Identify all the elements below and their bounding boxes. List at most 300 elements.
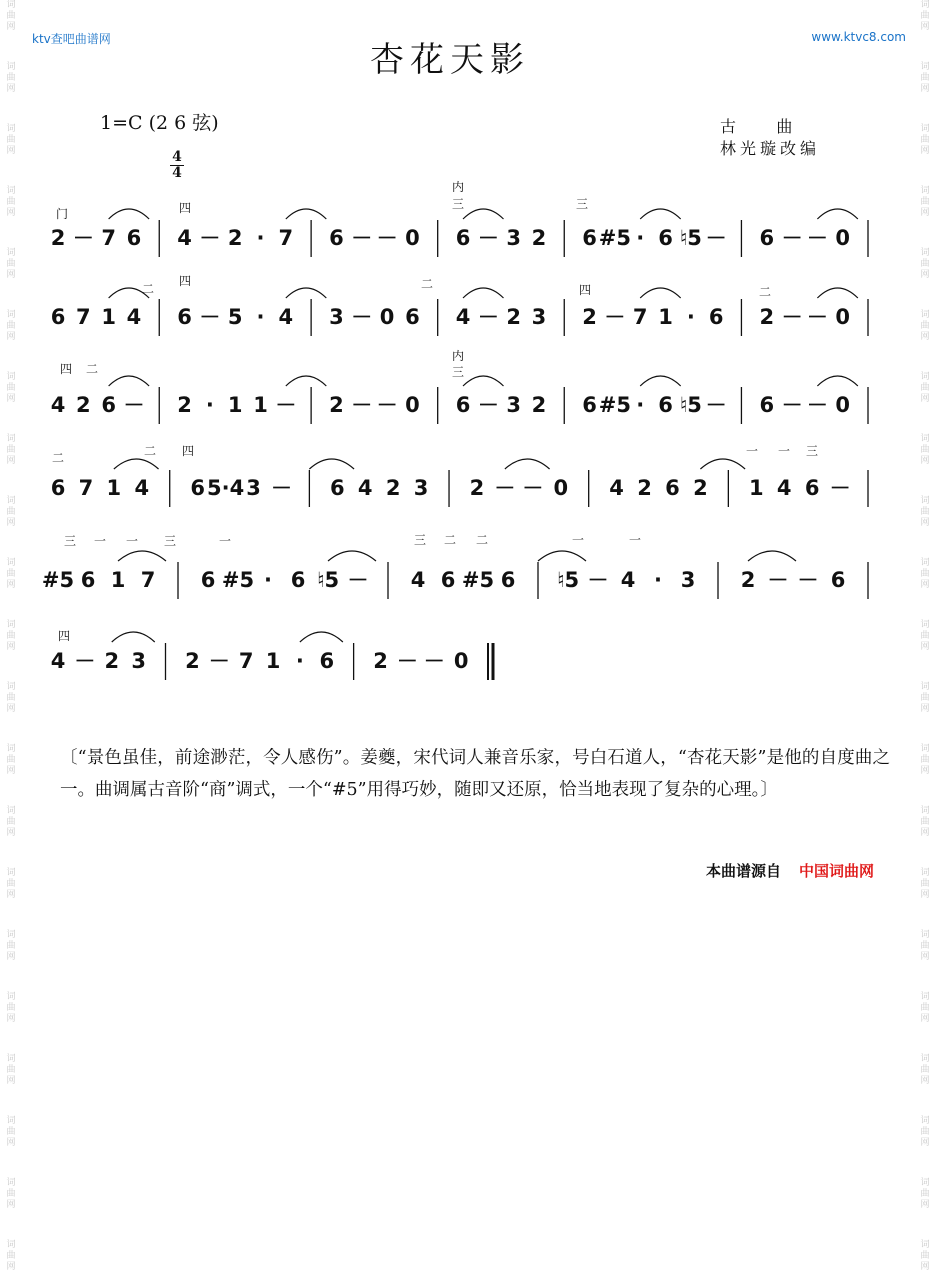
score-note: 6 xyxy=(759,393,775,417)
score-note: 0 xyxy=(379,305,395,329)
score-note: 1 xyxy=(101,305,116,329)
watermark-glyph: 曲 xyxy=(920,73,930,83)
score-note: 6 xyxy=(405,305,420,329)
watermark-glyph: 词 xyxy=(920,310,930,320)
score-note: 6 xyxy=(50,476,66,500)
score-note: － xyxy=(396,649,418,673)
slur-mark xyxy=(463,209,504,219)
slur-mark xyxy=(309,459,354,469)
fingering-mark: 二 xyxy=(85,362,99,376)
score-note: 6 xyxy=(177,305,192,329)
watermark-glyph: 词 xyxy=(920,186,930,196)
watermark-glyph: 曲 xyxy=(6,879,16,889)
score-note: － xyxy=(270,476,292,500)
watermark-glyph: 词 xyxy=(6,124,16,134)
watermark-glyph: 网 xyxy=(6,84,16,94)
slur-mark xyxy=(640,376,681,386)
watermark-glyph: 网 xyxy=(6,208,16,218)
slur-mark xyxy=(109,376,150,386)
site-link-right[interactable]: www.ktvc8.com xyxy=(811,30,906,44)
score-note: 3 xyxy=(246,476,261,500)
page-title: 杏花天影 xyxy=(370,40,530,80)
score-note: － xyxy=(781,305,803,329)
watermark-glyph: 词 xyxy=(920,806,930,816)
score-note: · xyxy=(636,226,645,250)
score-note: 1 xyxy=(106,476,122,500)
watermark-glyph: 网 xyxy=(6,1262,16,1272)
fingering-mark: 门 xyxy=(55,207,69,221)
score-note: #5 xyxy=(461,568,495,592)
watermark-glyph: 词 xyxy=(920,62,930,72)
watermark-glyph: 曲 xyxy=(920,135,930,145)
score-note: 1 xyxy=(658,305,673,329)
score-note: － xyxy=(351,393,373,417)
score-note: － xyxy=(767,568,789,592)
score-note: 6 xyxy=(708,305,724,329)
watermark-glyph: 曲 xyxy=(920,1003,930,1013)
watermark-glyph: 网 xyxy=(6,1200,16,1210)
watermark-glyph: 词 xyxy=(6,372,16,382)
attribution-arranger: 林光璇改编 xyxy=(720,139,821,158)
score-note: 0 xyxy=(405,226,420,250)
slur-mark xyxy=(817,209,858,219)
score-note: 7 xyxy=(278,226,294,250)
score-note: 3 xyxy=(329,305,344,329)
score-note: 1 xyxy=(253,393,268,417)
watermark-glyph: 网 xyxy=(6,580,16,590)
fingering-mark: 二 xyxy=(758,285,772,299)
score-note: 4 xyxy=(620,568,636,592)
slur-mark xyxy=(286,376,327,386)
slur-mark xyxy=(817,288,858,298)
watermark-glyph: 曲 xyxy=(6,11,16,21)
slur-mark xyxy=(748,551,796,561)
watermark-glyph: 网 xyxy=(6,704,16,714)
score-note: · xyxy=(256,305,265,329)
score-note: － xyxy=(806,393,828,417)
watermark-glyph: 词 xyxy=(920,558,930,568)
score-note: #5 xyxy=(221,568,255,592)
watermark-glyph: 曲 xyxy=(920,693,930,703)
watermark-glyph: 词 xyxy=(920,868,930,878)
fingering-mark: 一 xyxy=(571,533,585,547)
score-note: · xyxy=(636,393,645,417)
slur-mark xyxy=(640,288,681,298)
score-note: 6 xyxy=(658,226,673,250)
watermark-glyph: 网 xyxy=(6,22,16,32)
score-note: #5 xyxy=(41,568,75,592)
score-note: 1 xyxy=(227,393,243,417)
fingering-mark: 一 xyxy=(125,534,139,548)
watermark-glyph: 网 xyxy=(6,146,16,156)
score-note: 2 xyxy=(582,305,597,329)
fingering-mark: 四 xyxy=(178,274,192,288)
watermark-glyph: 网 xyxy=(920,1200,930,1210)
watermark-glyph: 曲 xyxy=(6,197,16,207)
score-note: 2 xyxy=(185,649,200,673)
watermark-glyph: 词 xyxy=(920,744,930,754)
score-note: 6 xyxy=(50,305,66,329)
watermark-glyph: 网 xyxy=(920,1076,930,1086)
watermark-glyph: 网 xyxy=(920,146,930,156)
watermark-glyph: 曲 xyxy=(920,631,930,641)
score-note: － xyxy=(423,649,445,673)
score-note: 2 xyxy=(373,649,388,673)
watermark-glyph: 词 xyxy=(920,1240,930,1250)
score-note: － xyxy=(74,649,96,673)
score-note: · xyxy=(654,568,662,592)
fingering-mark: 一 xyxy=(93,534,107,548)
score-note: 6 xyxy=(658,393,673,417)
score-note: 2 xyxy=(469,476,485,500)
watermark-glyph: 网 xyxy=(920,952,930,962)
score-note: 4 xyxy=(126,305,142,329)
score-note: － xyxy=(351,226,373,250)
score-note: － xyxy=(522,476,544,500)
watermark-glyph: 词 xyxy=(920,1116,930,1126)
score-note: 0 xyxy=(553,476,569,500)
score-note: 3 xyxy=(531,305,547,329)
score-note: － xyxy=(208,649,230,673)
score-note: － xyxy=(347,568,369,592)
slur-mark xyxy=(109,209,150,219)
watermark-glyph: 曲 xyxy=(6,693,16,703)
watermark-glyph: 词 xyxy=(6,682,16,692)
watermark-glyph: 曲 xyxy=(6,1189,16,1199)
site-link-left[interactable]: ktv查吧曲谱网 xyxy=(32,32,111,46)
score-note: 6 xyxy=(582,393,597,417)
slur-mark xyxy=(286,288,327,298)
score-note: 6 xyxy=(126,226,142,250)
score-note: 6 xyxy=(582,226,597,250)
score-note: 7 xyxy=(632,305,648,329)
score-note: 2 xyxy=(759,305,775,329)
score-note: － xyxy=(604,305,626,329)
score-note: － xyxy=(199,226,221,250)
score-note: 6 xyxy=(329,226,344,250)
score-note: － xyxy=(781,393,803,417)
watermark-glyph: 词 xyxy=(920,930,930,940)
watermark-glyph: 曲 xyxy=(920,941,930,951)
score-note: 7 xyxy=(238,649,254,673)
score-note: 6 xyxy=(440,568,456,592)
fingering-mark: 二 xyxy=(143,444,157,458)
score-note: 0 xyxy=(835,393,850,417)
score-note: ♮5 xyxy=(679,226,702,250)
watermark-glyph: 曲 xyxy=(920,383,930,393)
fingering-mark: 四 xyxy=(178,201,192,215)
watermark-glyph: 网 xyxy=(920,1138,930,1148)
score-note: ♮5 xyxy=(316,568,340,592)
score-note: 4 xyxy=(134,476,150,500)
score-note: － xyxy=(477,393,499,417)
watermark-glyph: 曲 xyxy=(6,755,16,765)
watermark-glyph: 词 xyxy=(920,1054,930,1064)
watermark-glyph: 曲 xyxy=(920,507,930,517)
fingering-mark: 二 xyxy=(420,277,434,291)
watermark-glyph: 网 xyxy=(6,828,16,838)
slur-mark xyxy=(114,459,159,469)
watermark-glyph: 词 xyxy=(6,868,16,878)
watermark-glyph: 网 xyxy=(6,332,16,342)
fingering-mark: 内 xyxy=(451,349,465,363)
score-note: 6 xyxy=(329,476,345,500)
score-note: 2 xyxy=(506,305,521,329)
score-note: 1 xyxy=(265,649,281,673)
watermark-glyph: 网 xyxy=(920,1014,930,1024)
watermark-glyph: 词 xyxy=(920,620,930,630)
watermark-glyph: 网 xyxy=(6,394,16,404)
slur-mark xyxy=(538,551,586,561)
score-note: 6 xyxy=(190,476,205,500)
score-note: 0 xyxy=(405,393,420,417)
score-note: 4 xyxy=(410,568,426,592)
watermark-glyph: 曲 xyxy=(6,135,16,145)
fingering-mark: 四 xyxy=(578,283,592,297)
watermark-glyph: 词 xyxy=(920,124,930,134)
score-note: 1 xyxy=(748,476,764,500)
key-signature: 1=C (2 6 弦) xyxy=(100,112,219,134)
watermark-glyph: 网 xyxy=(6,1138,16,1148)
score-note: － xyxy=(477,305,499,329)
attribution-origin: 古 曲 xyxy=(720,117,797,136)
score-note: 6 xyxy=(101,393,116,417)
watermark-glyph: 曲 xyxy=(6,259,16,269)
score-note: · xyxy=(264,568,272,592)
score-note: 6 xyxy=(200,568,216,592)
score-note: 7 xyxy=(101,226,116,250)
slur-mark xyxy=(328,551,376,561)
watermark-glyph: 词 xyxy=(6,744,16,754)
score-note: － xyxy=(829,476,851,500)
watermark-glyph: 曲 xyxy=(920,879,930,889)
watermark-glyph: 词 xyxy=(6,558,16,568)
watermark-glyph: 曲 xyxy=(920,1127,930,1137)
score-note: 6 xyxy=(319,649,335,673)
time-signature-top: 4 xyxy=(170,150,184,166)
score-note: 2 xyxy=(177,393,192,417)
fingering-mark: 一 xyxy=(628,533,642,547)
score-note: 4 xyxy=(278,305,294,329)
watermark-glyph: 曲 xyxy=(6,507,16,517)
score-note: 6 xyxy=(455,226,471,250)
score-note: 2 xyxy=(740,568,756,592)
time-signature-bottom: 4 xyxy=(172,165,182,181)
watermark-glyph: 曲 xyxy=(920,1189,930,1199)
watermark-glyph: 词 xyxy=(6,310,16,320)
watermark-glyph: 词 xyxy=(6,186,16,196)
fingering-mark: 二 xyxy=(475,533,489,547)
watermark-glyph: 网 xyxy=(920,1262,930,1272)
score-note: 2 xyxy=(329,393,344,417)
watermark-glyph: 曲 xyxy=(6,73,16,83)
score-note: 4 xyxy=(776,476,792,500)
watermark-glyph: 词 xyxy=(6,496,16,506)
score-note: 6 xyxy=(500,568,516,592)
score-note: 6 xyxy=(290,568,306,592)
fingering-mark: 三 xyxy=(451,197,465,211)
score-note: － xyxy=(705,226,727,250)
watermark-glyph: 词 xyxy=(920,434,930,444)
score-note: － xyxy=(123,393,145,417)
fingering-mark: 内 xyxy=(451,180,465,194)
watermark-glyph: 曲 xyxy=(920,569,930,579)
watermark-glyph: 曲 xyxy=(6,1003,16,1013)
score-note: 4 xyxy=(50,393,66,417)
watermark-glyph: 曲 xyxy=(6,569,16,579)
fingering-mark: 一 xyxy=(218,534,232,548)
watermark-glyph: 词 xyxy=(920,248,930,258)
watermark-glyph: 网 xyxy=(6,642,16,652)
score-note: － xyxy=(376,226,398,250)
watermark-glyph: 网 xyxy=(920,394,930,404)
score-note: － xyxy=(199,305,221,329)
score-note: 2 xyxy=(693,476,708,500)
score-note: 6 xyxy=(830,568,846,592)
score-note: 3 xyxy=(506,226,521,250)
watermark-glyph: 曲 xyxy=(920,1065,930,1075)
watermark-glyph: 曲 xyxy=(6,1065,16,1075)
slur-mark xyxy=(505,459,550,469)
watermark-glyph: 曲 xyxy=(6,941,16,951)
watermark-glyph: 词 xyxy=(6,1240,16,1250)
watermark-glyph: 网 xyxy=(6,456,16,466)
score-note: 4 xyxy=(177,226,192,250)
watermark-glyph: 词 xyxy=(6,248,16,258)
slur-mark xyxy=(463,288,504,298)
source-label: 本曲谱源自 xyxy=(706,862,782,880)
watermark-glyph: 网 xyxy=(6,270,16,280)
fingering-mark: 一 xyxy=(745,444,759,458)
fingering-mark: 三 xyxy=(805,444,819,458)
score-note: 0 xyxy=(453,649,469,673)
watermark-glyph: 词 xyxy=(6,1178,16,1188)
score-note: 0 xyxy=(835,305,850,329)
watermark-glyph: 词 xyxy=(920,496,930,506)
score-note: － xyxy=(797,568,819,592)
watermark-glyph: 曲 xyxy=(920,817,930,827)
watermark-glyph: 曲 xyxy=(920,755,930,765)
score-note: 6 xyxy=(665,476,680,500)
watermark-glyph: 词 xyxy=(6,992,16,1002)
score-note: 2 xyxy=(531,226,547,250)
fingering-mark: 三 xyxy=(575,197,589,211)
watermark-glyph: 网 xyxy=(6,890,16,900)
slur-mark xyxy=(112,632,155,642)
watermark-glyph: 网 xyxy=(920,704,930,714)
score-note: 6 xyxy=(80,568,96,592)
score-note: 7 xyxy=(140,568,156,592)
score-note: 2 xyxy=(227,226,243,250)
score-note: 7 xyxy=(78,476,94,500)
score-note: 2 xyxy=(76,393,91,417)
watermark-glyph: 词 xyxy=(6,62,16,72)
score-note: 6 xyxy=(455,393,471,417)
watermark-glyph: 网 xyxy=(6,1076,16,1086)
fingering-mark: 二 xyxy=(443,533,457,547)
song-commentary: 〔“景色虽佳，前途渺茫，令人感伤”。姜夔，宋代词人兼音乐家，号白石道人，“杏花天影”是他的自度曲之一。曲调属古音阶“商”调式，一个“#5”用得巧妙，随即又还原，恰当地表现了复杂的心理。〕 xyxy=(60,748,890,800)
watermark-glyph: 词 xyxy=(6,1116,16,1126)
score-note: ♮5 xyxy=(679,393,702,417)
watermark-glyph: 曲 xyxy=(920,321,930,331)
slur-mark xyxy=(700,459,745,469)
watermark-glyph: 曲 xyxy=(920,197,930,207)
watermark-glyph: 网 xyxy=(6,952,16,962)
watermark-glyph: 词 xyxy=(6,806,16,816)
score-note: － xyxy=(351,305,373,329)
watermark-glyph: 曲 xyxy=(920,259,930,269)
watermark-glyph: 网 xyxy=(6,1014,16,1024)
score-note: 2 xyxy=(637,476,652,500)
score-note: 0 xyxy=(835,226,850,250)
score-note: 3 xyxy=(680,568,696,592)
watermark-glyph: 网 xyxy=(920,332,930,342)
watermark-glyph: 词 xyxy=(6,434,16,444)
watermark-glyph: 曲 xyxy=(6,631,16,641)
watermark-glyph: 网 xyxy=(920,890,930,900)
watermark-glyph: 词 xyxy=(6,1054,16,1064)
score-note: － xyxy=(477,226,499,250)
slur-mark xyxy=(817,376,858,386)
score-note: － xyxy=(806,305,828,329)
watermark-glyph: 网 xyxy=(920,642,930,652)
score-note: 4 xyxy=(455,305,471,329)
fingering-mark: 二 xyxy=(141,282,155,296)
watermark-glyph: 词 xyxy=(920,372,930,382)
fingering-mark: 三 xyxy=(63,534,77,548)
watermark-glyph: 网 xyxy=(6,766,16,776)
watermark-glyph: 词 xyxy=(6,620,16,630)
fingering-mark: 三 xyxy=(163,534,177,548)
watermark-glyph: 曲 xyxy=(6,817,16,827)
watermark-glyph: 词 xyxy=(920,682,930,692)
score-note: － xyxy=(494,476,516,500)
slur-mark xyxy=(286,209,327,219)
watermark-glyph: 词 xyxy=(920,1178,930,1188)
score-note: 2 xyxy=(50,226,66,250)
score-note: · xyxy=(205,393,214,417)
watermark-glyph: 曲 xyxy=(6,445,16,455)
slur-mark xyxy=(300,632,343,642)
score-note: 3 xyxy=(131,649,146,673)
watermark-glyph: 网 xyxy=(920,22,930,32)
slur-mark xyxy=(463,376,504,386)
score-note: · xyxy=(686,305,695,329)
score-note: － xyxy=(705,393,727,417)
score-note: － xyxy=(72,226,94,250)
score-note: － xyxy=(376,393,398,417)
score-note: 6 xyxy=(804,476,820,500)
score-note: － xyxy=(781,226,803,250)
fingering-mark: 二 xyxy=(51,451,65,465)
slur-mark xyxy=(118,551,166,561)
score-note: 3 xyxy=(413,476,429,500)
score-note: #5 xyxy=(598,393,631,417)
score-note: 5 xyxy=(227,305,243,329)
score-note: 4 xyxy=(357,476,373,500)
source-site-link[interactable]: 中国词曲网 xyxy=(799,862,875,880)
fingering-mark: 四 xyxy=(57,629,71,643)
score-note: － xyxy=(587,568,609,592)
score-note: 2 xyxy=(385,476,401,500)
watermark-glyph: 网 xyxy=(920,580,930,590)
score-note: 2 xyxy=(104,649,120,673)
score-note: · xyxy=(295,649,304,673)
watermark-glyph: 曲 xyxy=(6,383,16,393)
watermark-glyph: 网 xyxy=(920,518,930,528)
watermark-glyph: 词 xyxy=(6,930,16,940)
source-credit xyxy=(706,860,874,881)
